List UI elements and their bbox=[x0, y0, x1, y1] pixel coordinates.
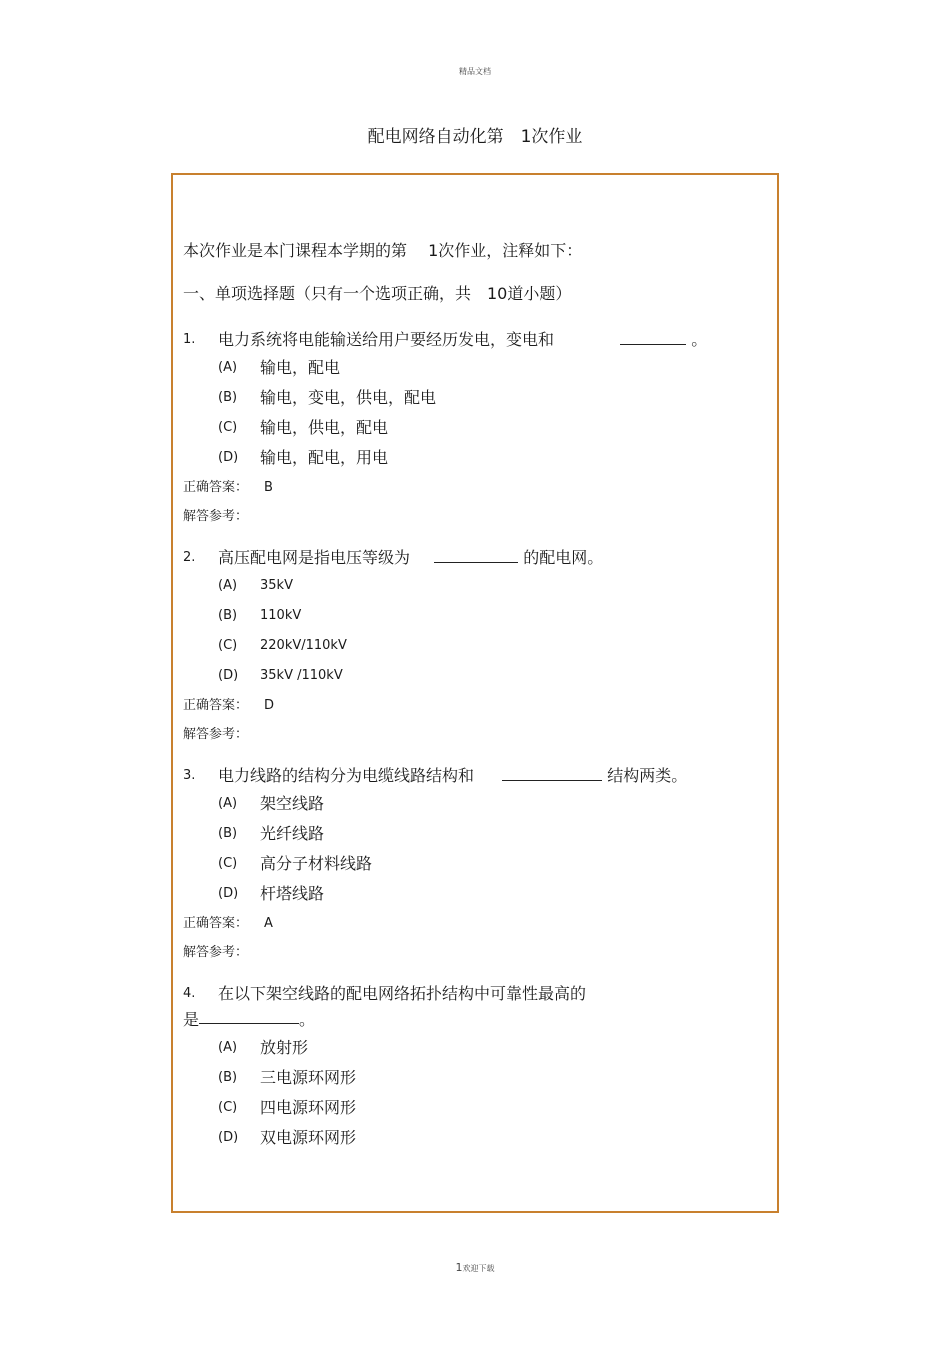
option-text: 放射形 bbox=[260, 1038, 309, 1057]
question-stem bbox=[183, 763, 763, 789]
option-text: 输电，配电 bbox=[260, 358, 341, 377]
option-c[interactable] bbox=[183, 631, 763, 661]
option-d[interactable] bbox=[183, 879, 763, 909]
stem-text: 电力系统将电能输送给用户要经历发电，变电和 bbox=[218, 330, 555, 349]
page-number: 1 bbox=[455, 1261, 463, 1274]
option-text: 35kV bbox=[260, 578, 293, 593]
answer-blank bbox=[199, 1007, 299, 1024]
option-key: (A) bbox=[218, 796, 238, 811]
answer-reference: 解答参考： bbox=[183, 509, 249, 524]
question-text bbox=[218, 545, 763, 571]
stem-end: 的配电网。 bbox=[523, 548, 604, 567]
question-stem-line2 bbox=[183, 1007, 763, 1033]
option-a[interactable] bbox=[183, 789, 763, 819]
option-key: (B) bbox=[218, 608, 238, 623]
option-text: 220kV/110kV bbox=[260, 638, 347, 653]
answer-blank bbox=[620, 328, 686, 345]
stem-text: 电力线路的结构分为电缆线路结构和 bbox=[218, 766, 475, 785]
answer-label: 正确答案： bbox=[183, 480, 249, 495]
document-title: 配电网络自动化第 1次作业 bbox=[367, 127, 583, 147]
option-key: (A) bbox=[218, 360, 238, 375]
option-key: (A) bbox=[218, 578, 238, 593]
option-text: 光纤线路 bbox=[260, 824, 325, 843]
option-text: 35kV /110kV bbox=[260, 668, 343, 683]
answer-blank bbox=[502, 764, 602, 781]
header-note: 精品文档 bbox=[459, 67, 491, 76]
stem-text: 高压配电网是指电压等级为 bbox=[218, 548, 411, 567]
option-key: (C) bbox=[218, 856, 238, 871]
intro-text: 本次作业是本门课程本学期的第 1次作业，注释如下： bbox=[183, 241, 583, 260]
option-text: 输电，配电，用电 bbox=[260, 448, 389, 467]
page-footer bbox=[0, 1261, 950, 1274]
question-text bbox=[218, 763, 763, 789]
option-text: 高分子材料线路 bbox=[260, 854, 373, 873]
answer-label: 正确答案： bbox=[183, 698, 249, 713]
question-number: 4. bbox=[183, 986, 196, 1001]
option-b[interactable] bbox=[183, 819, 763, 849]
question-stem bbox=[183, 981, 763, 1007]
answer-value: A bbox=[264, 916, 273, 931]
option-text: 架空线路 bbox=[260, 794, 325, 813]
question-number: 2. bbox=[183, 550, 196, 565]
option-text: 四电源环网形 bbox=[260, 1098, 357, 1117]
option-c[interactable] bbox=[183, 849, 763, 879]
option-text: 110kV bbox=[260, 608, 302, 623]
option-c[interactable] bbox=[183, 1093, 763, 1123]
question-text: 在以下架空线路的配电网络拓扑结构中可靠性最高的 bbox=[218, 984, 587, 1003]
question-3 bbox=[183, 763, 763, 967]
option-key: (C) bbox=[218, 638, 238, 653]
option-text: 杆塔线路 bbox=[260, 884, 325, 903]
question-number: 1. bbox=[183, 332, 196, 347]
option-key: (C) bbox=[218, 420, 238, 435]
option-key: (C) bbox=[218, 1100, 238, 1115]
question-4 bbox=[183, 981, 763, 1153]
correct-answer bbox=[183, 909, 763, 938]
question-number: 3. bbox=[183, 768, 196, 783]
option-a[interactable] bbox=[183, 1033, 763, 1063]
question-text bbox=[218, 327, 763, 353]
answer-reference: 解答参考： bbox=[183, 727, 249, 742]
option-b[interactable] bbox=[183, 601, 763, 631]
question-2 bbox=[183, 545, 763, 749]
option-b[interactable] bbox=[183, 383, 763, 413]
option-text: 输电，供电，配电 bbox=[260, 418, 389, 437]
answer-value: D bbox=[264, 698, 275, 713]
correct-answer bbox=[183, 473, 763, 502]
option-key: (B) bbox=[218, 826, 238, 841]
option-a[interactable] bbox=[183, 353, 763, 383]
option-b[interactable] bbox=[183, 1063, 763, 1093]
answer-reference: 解答参考： bbox=[183, 945, 249, 960]
option-key: (D) bbox=[218, 1130, 239, 1145]
option-text: 三电源环网形 bbox=[260, 1068, 357, 1087]
option-key: (B) bbox=[218, 390, 238, 405]
section-heading: 一、单项选择题（只有一个选项正确，共 10道小题） bbox=[183, 284, 572, 303]
answer-value: B bbox=[264, 480, 273, 495]
option-text: 输电，变电，供电，配电 bbox=[260, 388, 437, 407]
option-key: (D) bbox=[218, 886, 239, 901]
stem-end: 结构两类。 bbox=[607, 766, 688, 785]
question-stem bbox=[183, 327, 763, 353]
option-d[interactable] bbox=[183, 661, 763, 691]
stem-end: 。 bbox=[691, 330, 708, 349]
option-d[interactable] bbox=[183, 1123, 763, 1153]
option-key: (A) bbox=[218, 1040, 238, 1055]
option-key: (D) bbox=[218, 450, 239, 465]
homework-content bbox=[183, 238, 763, 1167]
correct-answer bbox=[183, 691, 763, 720]
option-key: (D) bbox=[218, 668, 239, 683]
option-d[interactable] bbox=[183, 443, 763, 473]
stem-end: 。 bbox=[299, 1010, 316, 1029]
answer-label: 正确答案： bbox=[183, 916, 249, 931]
option-c[interactable] bbox=[183, 413, 763, 443]
footer-text: 欢迎下载 bbox=[462, 1264, 495, 1273]
option-key: (B) bbox=[218, 1070, 238, 1085]
option-text: 双电源环网形 bbox=[260, 1128, 357, 1147]
stem-text: 是 bbox=[183, 1010, 200, 1029]
answer-blank bbox=[434, 546, 518, 563]
question-1 bbox=[183, 327, 763, 531]
question-stem bbox=[183, 545, 763, 571]
option-a[interactable] bbox=[183, 571, 763, 601]
